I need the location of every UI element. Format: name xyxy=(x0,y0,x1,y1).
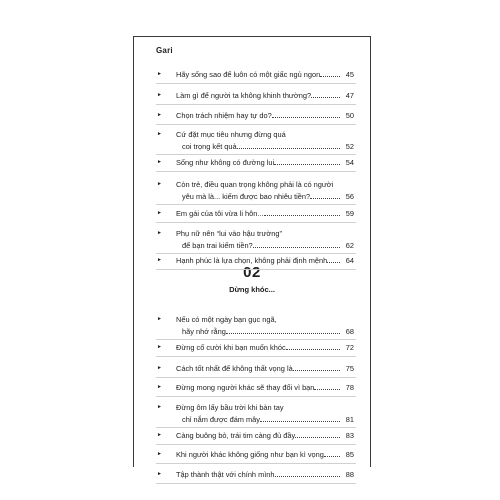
book-page xyxy=(133,36,371,479)
entry-divider xyxy=(156,427,356,428)
author-name: Gari xyxy=(156,46,173,55)
toc-entry-title-continued: yêu mà là... kiếm được bao nhiêu tiền? xyxy=(182,192,311,201)
toc-entry-title: Cứ đặt mục tiêu nhưng đừng quá xyxy=(176,130,286,139)
bullet-icon: ► xyxy=(157,432,162,438)
toc-entry-title: Sống như không có đường lui xyxy=(176,158,275,167)
bullet-icon: ► xyxy=(157,471,162,477)
toc-entry-title: Đừng mong người khác sẽ thay đổi vì bạn xyxy=(176,383,315,392)
bullet-icon: ► xyxy=(157,257,162,263)
bullet-icon: ► xyxy=(157,451,162,457)
toc-page-number: 54 xyxy=(345,158,354,167)
bullet-icon: ► xyxy=(157,112,162,118)
toc-page-number: 78 xyxy=(345,383,354,392)
entry-divider xyxy=(156,396,356,397)
dot-leader xyxy=(226,333,340,334)
toc-entry-title: Em gái của tôi vừa li hôn... xyxy=(176,209,264,218)
toc-entry-title-continued: hãy nhớ rằng xyxy=(182,327,226,336)
toc-entry-title: Càng buông bỏ, trái tim càng đủ đầy xyxy=(176,431,296,440)
bullet-icon: ► xyxy=(157,344,162,350)
dot-leader xyxy=(320,76,340,77)
entry-divider xyxy=(156,104,356,105)
dot-leader xyxy=(274,164,340,165)
toc-entry-title-continued: để bạn trai kiếm tiền? xyxy=(182,241,253,250)
bullet-icon: ► xyxy=(157,181,162,187)
entry-divider xyxy=(156,83,356,84)
toc-page-number: 56 xyxy=(345,192,354,201)
chapter-number: 02 xyxy=(243,264,261,281)
entry-divider xyxy=(156,463,356,464)
toc-entry-title: Khi người khác không giống như bạn kì vọng xyxy=(176,450,324,459)
toc-entry-title: Phụ nữ nên “lui vào hậu trường” xyxy=(176,229,282,238)
toc-page-number: 62 xyxy=(345,241,354,250)
toc-page-number: 50 xyxy=(345,111,354,120)
toc-page-number: 75 xyxy=(345,364,354,373)
bullet-icon: ► xyxy=(157,131,162,137)
dot-leader xyxy=(286,349,340,350)
toc-entry-title: Nếu có một ngày bạn gục ngã, xyxy=(176,315,277,324)
dot-leader xyxy=(293,370,340,371)
toc-entry-title: Làm gì để người ta không khinh thường? xyxy=(176,91,312,100)
toc-page-number: 59 xyxy=(345,209,354,218)
bullet-icon: ► xyxy=(157,71,162,77)
toc-entry-title-continued: coi trọng kết quả xyxy=(182,142,237,151)
bullet-icon: ► xyxy=(157,230,162,236)
dot-leader xyxy=(310,198,340,199)
entry-divider xyxy=(156,204,356,205)
toc-entry-title: Chọn trách nhiệm hay tự do? xyxy=(176,111,272,120)
toc-page-number: 72 xyxy=(345,343,354,352)
bullet-icon: ► xyxy=(157,365,162,371)
dot-leader xyxy=(237,148,340,149)
toc-entry-title: Đừng cố cười khi bạn muốn khóc xyxy=(176,343,286,352)
dot-leader xyxy=(327,262,340,263)
bullet-icon: ► xyxy=(157,316,162,322)
toc-page-number: 88 xyxy=(345,470,354,479)
bullet-icon: ► xyxy=(157,92,162,98)
dot-leader xyxy=(264,215,340,216)
entry-divider xyxy=(156,339,356,340)
toc-entry-title: Hạnh phúc là lựa chọn, không phải định mệnh xyxy=(176,256,328,265)
toc-entry-title: Đừng ôm lấy bầu trời khi bàn tay xyxy=(176,403,284,412)
toc-page-number: 83 xyxy=(345,431,354,440)
toc-page-number: 64 xyxy=(345,256,354,265)
entry-divider xyxy=(156,356,356,357)
entry-divider xyxy=(156,377,356,378)
entry-divider xyxy=(156,444,356,445)
dot-leader xyxy=(314,389,340,390)
dot-leader xyxy=(324,456,340,457)
toc-entry-title: Còn trẻ, điều quan trọng không phải là có người xyxy=(176,180,334,189)
toc-entry-title: Cách tốt nhất để không thất vọng là xyxy=(176,364,293,373)
dot-leader xyxy=(253,247,340,248)
toc-page-number: 47 xyxy=(345,91,354,100)
bullet-icon: ► xyxy=(157,384,162,390)
dot-leader xyxy=(272,117,340,118)
toc-page-number: 52 xyxy=(345,142,354,151)
bullet-icon: ► xyxy=(157,159,162,165)
chapter-title: Dừng khóc... xyxy=(229,285,275,294)
bullet-icon: ► xyxy=(157,404,162,410)
entry-divider xyxy=(156,124,356,125)
toc-page-number: 81 xyxy=(345,415,354,424)
dot-leader xyxy=(311,97,340,98)
toc-entry-title: Tập thành thật với chính mình xyxy=(176,470,275,479)
entry-divider xyxy=(156,253,356,254)
dot-leader xyxy=(295,437,340,438)
toc-entry-title: Hãy sống sao để luôn có một giấc ngủ ngon xyxy=(176,70,321,79)
entry-divider xyxy=(156,154,356,155)
entry-divider xyxy=(156,171,356,172)
dot-leader xyxy=(260,421,340,422)
bullet-icon: ► xyxy=(157,210,162,216)
entry-divider xyxy=(156,483,356,484)
entry-divider xyxy=(156,222,356,223)
toc-page-number: 68 xyxy=(345,327,354,336)
entry-divider xyxy=(156,269,356,270)
dot-leader xyxy=(275,476,340,477)
toc-entry-title-continued: chỉ nắm được đám mây xyxy=(182,415,260,424)
toc-page-number: 85 xyxy=(345,450,354,459)
toc-page-number: 45 xyxy=(345,70,354,79)
